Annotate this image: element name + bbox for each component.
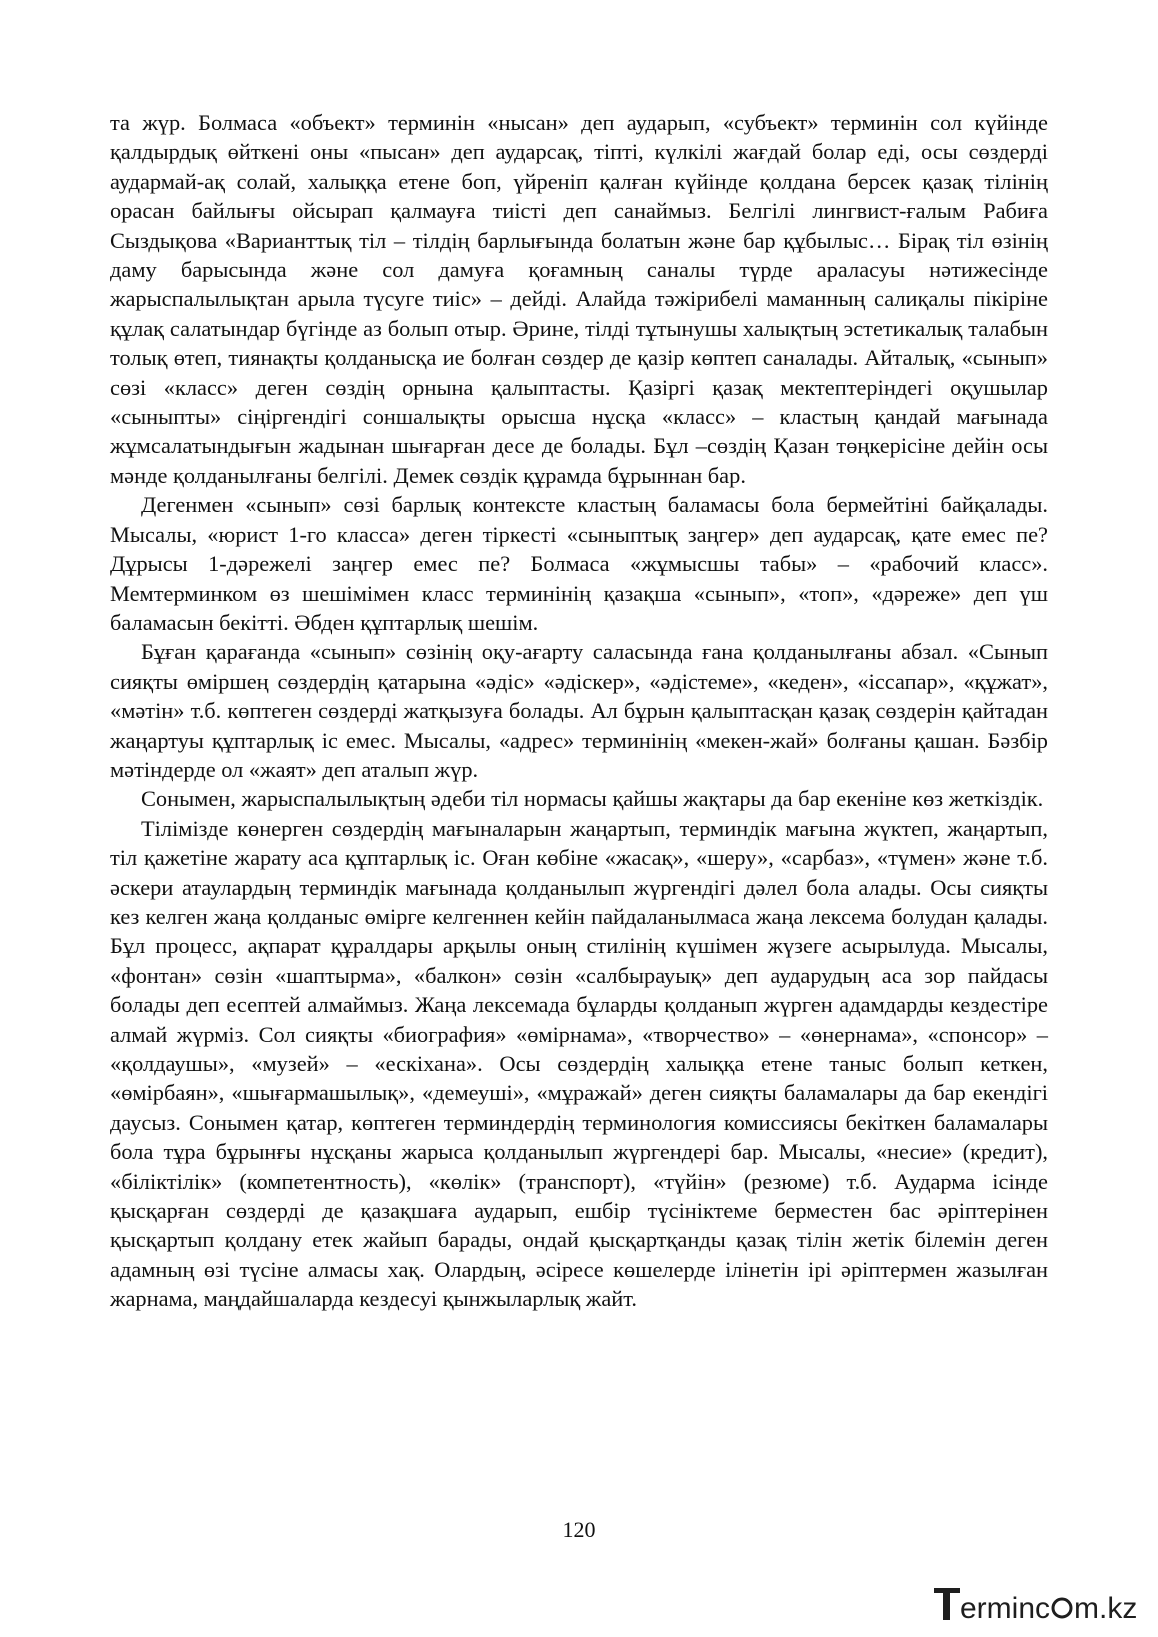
paragraph-1: та жүр. Болмаса «объект» терминін «нысан» деп аударып, «субъект» терминін сол күйінде қалдырдық өйткені оны «пысан» деп аударсақ, тіпті, күлкілі жағдай болар еді, осы сөздерді аудармай-ақ солай, халыққа етене боп, үйреніп қалған күйінде қолдана берсек қазақ тілінің орасан байлығы ойсырап қалмауға тиісті деп санаймыз. Белгілі лингвист-ғалым Рабиға Сыздықова «Варианттық тіл – тілдің барлығында болатын және бар құбылыс… Бірақ тіл өзінің даму барысында және сол дамуға қоғамның саналы түрде араласуы нәтижесінде жарыспалылықтан арыла түсуге тиіс» – дейді. Алайда тәжірибелі маманның салиқалы пікіріне құлақ салатындар бүгінде аз болып отыр. Әрине, тілді тұтынушы халықтың эстетикалық талабын толық өтеп, тиянақты қолданысқа ие болған сөздер де қазір көптеп саналады. Айталық, «сынып» сөзі «класс» деген сөздің орнына қалыптасты. Қазіргі қазақ мектептеріндегі оқушылар «сыныпты» сіңіргендігі соншалықты орысша нұсқа «класс» – кластың қандай мағынада жұмсалатындығын жадынан шығарған десе де болады. Бұл –сөздің Қазан төңкерісіне дейін осы мәнде қолданылғаны белгілі. Демек сөздік құрамда бұрыннан бар. (110, 110, 1048, 488)
paragraph-3: Бұған қарағанда «сынып» сөзінің оқу-ағарту саласында ғана қолданылғаны абзал. «Сынып сияқты өміршең сөздердің қатарына «әдіс» «әдіскер», «әдістеме», «кеден», «іссапар», «құжат», «мәтін» т.б. көптеген сөздерді жатқызуға болады. Ал бұрын қалыптасқан қазақ сөздерін қайтадан жаңартуы құптарлық іс емес. Мысалы, «адрес» терминінің «мекен-жай» болғаны қашан. Бәзбір мәтіндерде ол «жаят» деп аталып жүр. (110, 639, 1048, 782)
paragraph-4: Сонымен, жарыспалылықтың әдеби тіл нормасы қайшы жақтары да бар екеніне көз жеткіздік. (141, 786, 1044, 812)
paragraph-2: Дегенмен «сынып» сөзі барлық контексте кластың баламасы бола бермейтіні байқалады. Мысалы, «юрист 1-го класса» деген тіркесті «сыныптық заңгер» деп аударсақ, қате емес пе? Дұрысы 1-дәрежелі заңгер емес пе? Болмаса «жұмысшы табы» – «рабочий класс». Мемтерминком өз шешімімен класс терминінің қазақша «сынып», «топ», «дәреже» деп үш баламасын бекітті. Әбден құптарлық шешім. (110, 492, 1048, 635)
logo-text-mid: erminc (960, 1592, 1051, 1625)
logo-text-right: m.kz (1074, 1592, 1138, 1625)
logo-o-ring (1053, 1599, 1071, 1617)
logo-t-stem (943, 1588, 950, 1620)
page-number: 120 (562, 1517, 596, 1542)
termincom-watermark-logo (930, 1580, 1150, 1628)
body-text (110, 108, 1048, 1314)
paragraph-5: Тілімізде көнерген сөздердің мағыналарын жаңартып, терминдік мағына жүктеп, жаңартып, тіл қажетіне жарату аса құптарлық іс. Оған көбіне «жасақ», «шеру», «сарбаз», «түмен» және т.б. әскери атаулардың терминдік мағынада қолданылып жүргендігі дәлел бола алады. Осы сияқты кез келген жаңа қолданыс өмірге келгеннен кейін пайдаланылмаса жаңа лексема болудан қалады. Бұл процесс, ақпарат құралдары арқылы оның стилінің күшімен жүзеге асырылуда. Мысалы, «фонтан» сөзін «шаптырма», «балкон» сөзін «салбырауық» деп аударудың аса зор пайдасы болады деп есептей алмаймыз. Жаңа лексемада бұларды қолданып жүрген адамдарды кездестіре алмай жүрміз. Сол сияқты «биография» «өмірнама», «творчество» – «өнернама», «спонсор» – «қолдаушы», «музей» – «ескіхана». Осы сөздердің халыққа етене таныс болып кеткен, «өмірбаян», «шығармашылық», «демеуші», «мұражай» деген сияқты баламалары да бар екендігі даусыз. Сонымен қатар, көптеген терминдердің терминология комиссиясы бекіткен баламалары бола тұра бұрынғы нұсқаны жарыса қолданылып жүргендері бар. Мысалы, «несие» (кредит), «біліктілік» (компетентность), «көлік» (транспорт), «түйін» (резюме) т.б. Аударма ісінде қысқарған сөздерді де қазақшаға аударып, ешбір түсініктеме берместен бас әріптерінен қысқартып қолдану етек жайып барады, ондай қысқартқанды қазақ тілін жетік білемін деген адамның өзі түсіне алмасы хақ. Олардың, әсіресе көшелерде ілінетін ірі әріптермен жазылған жарнама, маңдайшаларда кездесуі қынжыларлық жайт. (110, 815, 1048, 1312)
watermark-logo-svg (930, 1580, 1150, 1628)
